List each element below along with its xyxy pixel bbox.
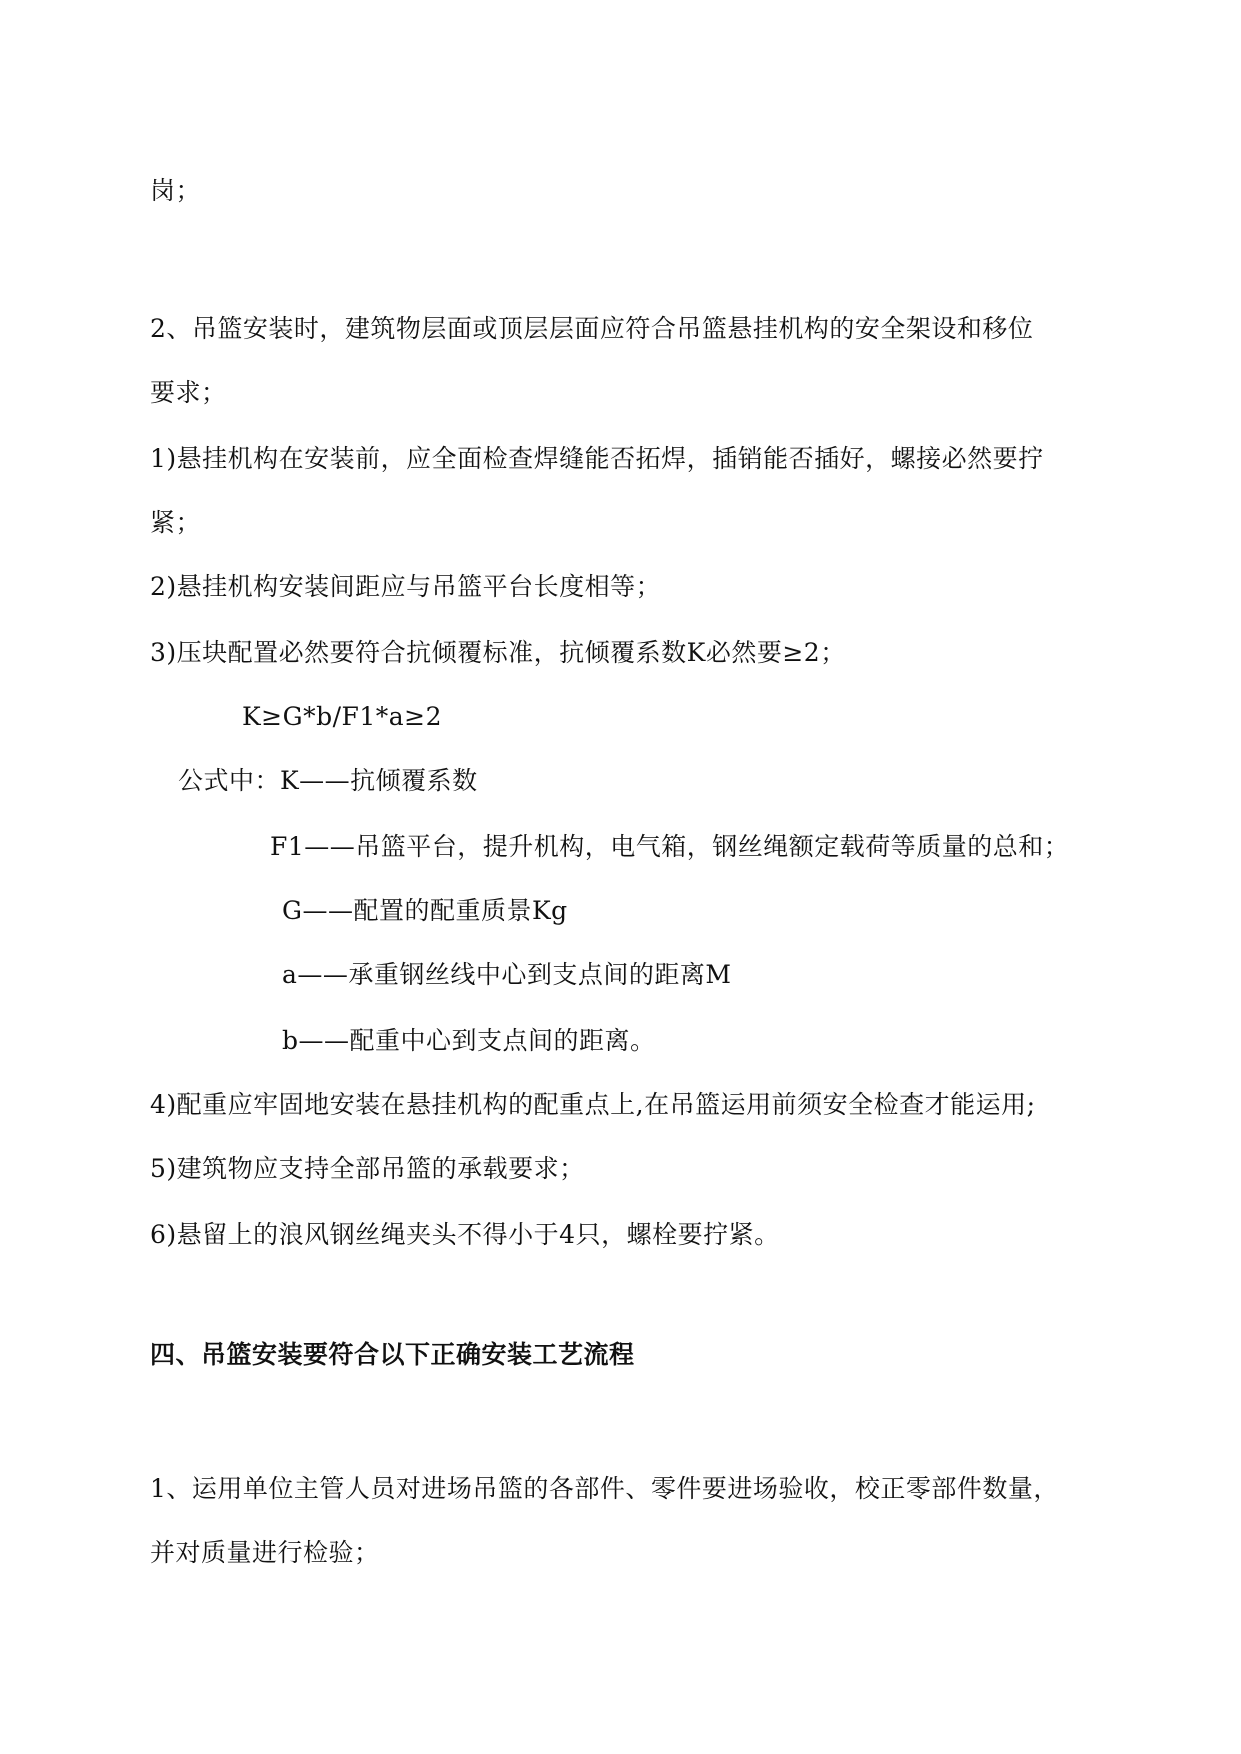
formula-legend-title: 公式中：K——抗倾覆系数: [178, 766, 478, 795]
text-line-12: 并对质量进行检验；: [150, 1538, 380, 1567]
text-line-7: 3)压块配置必然要符合抗倾覆标准，抗倾覆系数K必然要≥2；: [150, 638, 846, 667]
section-heading: 四、吊篮安装要符合以下正确安装工艺流程: [150, 1340, 635, 1369]
formula-legend-b: b——配重中心到支点间的距离。: [282, 1026, 656, 1055]
text-line-1: 岗；: [150, 176, 202, 205]
text-line-10: 6)悬留上的浪风钢丝绳夹头不得小于4只，螺栓要拧紧。: [150, 1220, 780, 1249]
text-line-9: 5)建筑物应支持全部吊篮的承载要求；: [150, 1154, 585, 1183]
formula-line: K≥G*b/F1*a≥2: [242, 702, 443, 731]
text-line-8: 4)配重应牢固地安装在悬挂机构的配重点上,在吊篮运用前须安全检查才能运用;: [150, 1090, 1036, 1119]
text-line-4: 1)悬挂机构在安装前，应全面检查焊缝能否拓焊，插销能否插好，螺接必然要拧: [150, 444, 1044, 473]
text-line-11: 1、运用单位主管人员对进场吊篮的各部件、零件要进场验收，校正零部件数量，: [150, 1474, 1059, 1503]
text-line-5: 紧；: [150, 508, 202, 537]
formula-legend-g: G——配置的配重质景Kg: [282, 896, 568, 925]
text-line-6: 2)悬挂机构安装间距应与吊篮平台长度相等；: [150, 572, 662, 601]
formula-legend-f1: F1——吊篮平台，提升机构，电气箱，钢丝绳额定载荷等质量的总和；: [270, 832, 1070, 861]
text-line-3: 要求；: [150, 378, 227, 407]
formula-legend-a: a——承重钢丝线中心到支点间的距离M: [282, 960, 732, 989]
text-line-2: 2、吊篮安装时，建筑物层面或顶层层面应符合吊篮悬挂机构的安全架设和移位: [150, 314, 1034, 343]
